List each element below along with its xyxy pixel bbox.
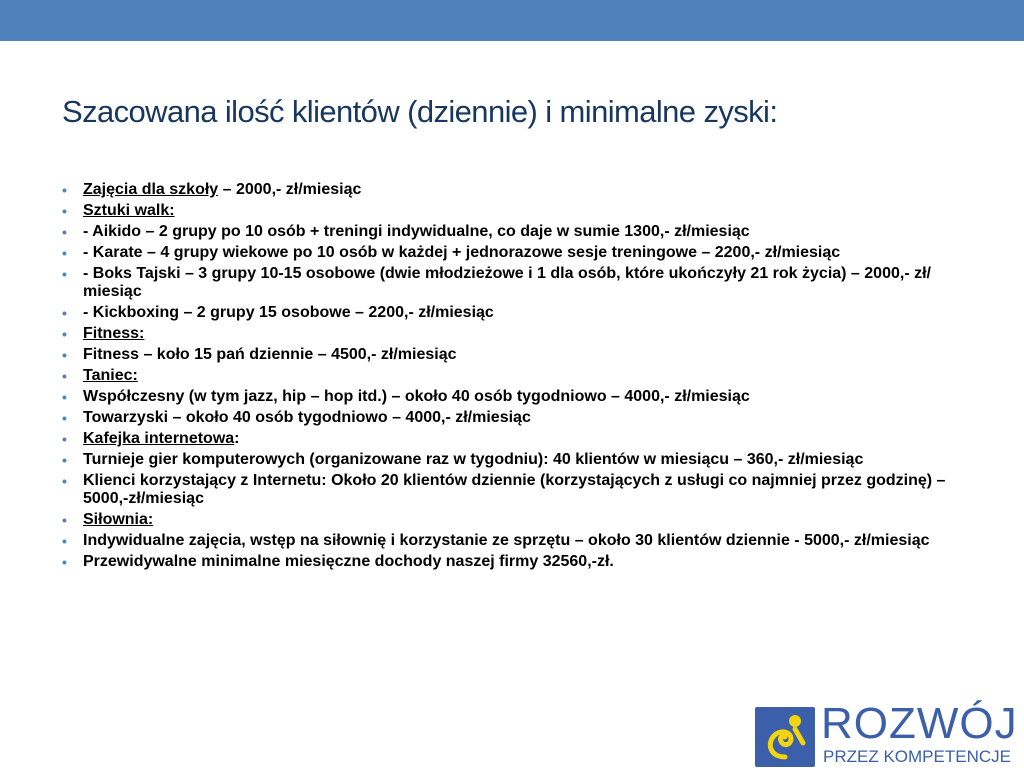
bullet-item (62, 472, 962, 508)
bullet-text: Turnieje gier komputerowych (organizowane raz w tygodniu): 40 klientów w miesiącu – 360,- zł/miesiąc (83, 451, 864, 468)
slide-title: Szacowana ilość klientów (dziennie) i minimalne zyski: (62, 94, 778, 129)
bullet-dot-icon: • (62, 410, 67, 426)
bullet-text: : (234, 430, 240, 447)
bullet-dot-icon: • (62, 473, 67, 489)
bullet-item (62, 181, 962, 199)
bullet-item (62, 430, 962, 448)
bullet-item (62, 202, 962, 220)
bullet-text: Współczesny (w tym jazz, hip – hop itd.) – około 40 osób tygodniowo – 4000,- zł/miesiąc (83, 388, 750, 405)
spiral-figure-logo-icon (755, 707, 815, 767)
bullet-text: - Kickboxing – 2 grupy 15 osobowe – 2200,- zł/miesiąc (83, 304, 494, 321)
logo-subtitle: PRZEZ KOMPETENCJE (823, 747, 1011, 766)
bullet-item (62, 409, 962, 427)
bullet-dot-icon: • (62, 182, 67, 198)
bullet-dot-icon: • (62, 305, 67, 321)
bullet-item (62, 532, 962, 550)
bullet-text: - Boks Tajski – 3 grupy 10-15 osobowe (dwie młodzieżowe i 1 dla osób, które ukończyły 21 rok życia) – 2000,- zł/ miesiąc (83, 265, 931, 300)
bullet-text: - Aikido – 2 grupy po 10 osób + treningi indywidualne, co daje w sumie 1300,- zł/miesiąc (83, 223, 750, 240)
bullet-underlined-heading: Siłownia: (83, 511, 154, 528)
bullet-item (62, 511, 962, 529)
logo-wordmark: ROZWÓJ (821, 699, 1018, 748)
bullet-dot-icon: • (62, 389, 67, 405)
bullet-dot-icon: • (62, 266, 67, 282)
bullet-item (62, 265, 962, 301)
bullet-dot-icon: • (62, 452, 67, 468)
bullet-dot-icon: • (62, 326, 67, 342)
bullet-dot-icon: • (62, 224, 67, 240)
bullet-text: Indywidualne zajęcia, wstęp na siłownię i korzystanie ze sprzętu – około 30 klientów dziennie - 5000,- zł/miesiąc (83, 532, 930, 549)
bullet-item (62, 346, 962, 364)
bullet-dot-icon: • (62, 245, 67, 261)
bullet-dot-icon: • (62, 368, 67, 384)
bullet-underlined-heading: Fitness: (83, 325, 145, 342)
bullet-underlined-heading: Zajęcia dla szkoły (83, 181, 219, 198)
bullet-item (62, 553, 962, 571)
bullet-underlined-heading: Taniec: (83, 367, 138, 384)
bullet-item (62, 367, 962, 385)
bullet-dot-icon: • (62, 203, 67, 219)
bullet-text: Klienci korzystający z Internetu: Około 20 klientów dziennie (korzystających z usługi co najmniej przez godzinę) – 5000,-zł/miesiąc (83, 472, 946, 507)
bullet-dot-icon: • (62, 533, 67, 549)
bullet-text: - Karate – 4 grupy wiekowe po 10 osób w każdej + jednorazowe sesje treningowe – 2200,- zł/miesiąc (83, 244, 841, 261)
bullet-item (62, 223, 962, 241)
top-accent-bar (0, 0, 1024, 41)
bullet-text: Towarzyski – około 40 osób tygodniowo – 4000,- zł/miesiąc (83, 409, 531, 426)
bullet-text: – 2000,- zł/miesiąc (218, 181, 362, 198)
bullet-dot-icon: • (62, 347, 67, 363)
rozwoj-logo (755, 700, 1024, 768)
bullet-item (62, 244, 962, 262)
bullet-list (62, 181, 962, 574)
bullet-text: Fitness – koło 15 pań dziennie – 4500,- zł/miesiąc (83, 346, 457, 363)
bullet-item (62, 325, 962, 343)
bullet-underlined-heading: Kafejka internetowa (83, 430, 235, 447)
bullet-dot-icon: • (62, 554, 67, 570)
bullet-dot-icon: • (62, 431, 67, 447)
bullet-item (62, 304, 962, 322)
bullet-item (62, 388, 962, 406)
bullet-item (62, 451, 962, 469)
bullet-dot-icon: • (62, 512, 67, 528)
bullet-underlined-heading: Sztuki walk: (83, 202, 175, 219)
bullet-text: Przewidywalne minimalne miesięczne dochody naszej firmy 32560,-zł. (83, 553, 614, 570)
